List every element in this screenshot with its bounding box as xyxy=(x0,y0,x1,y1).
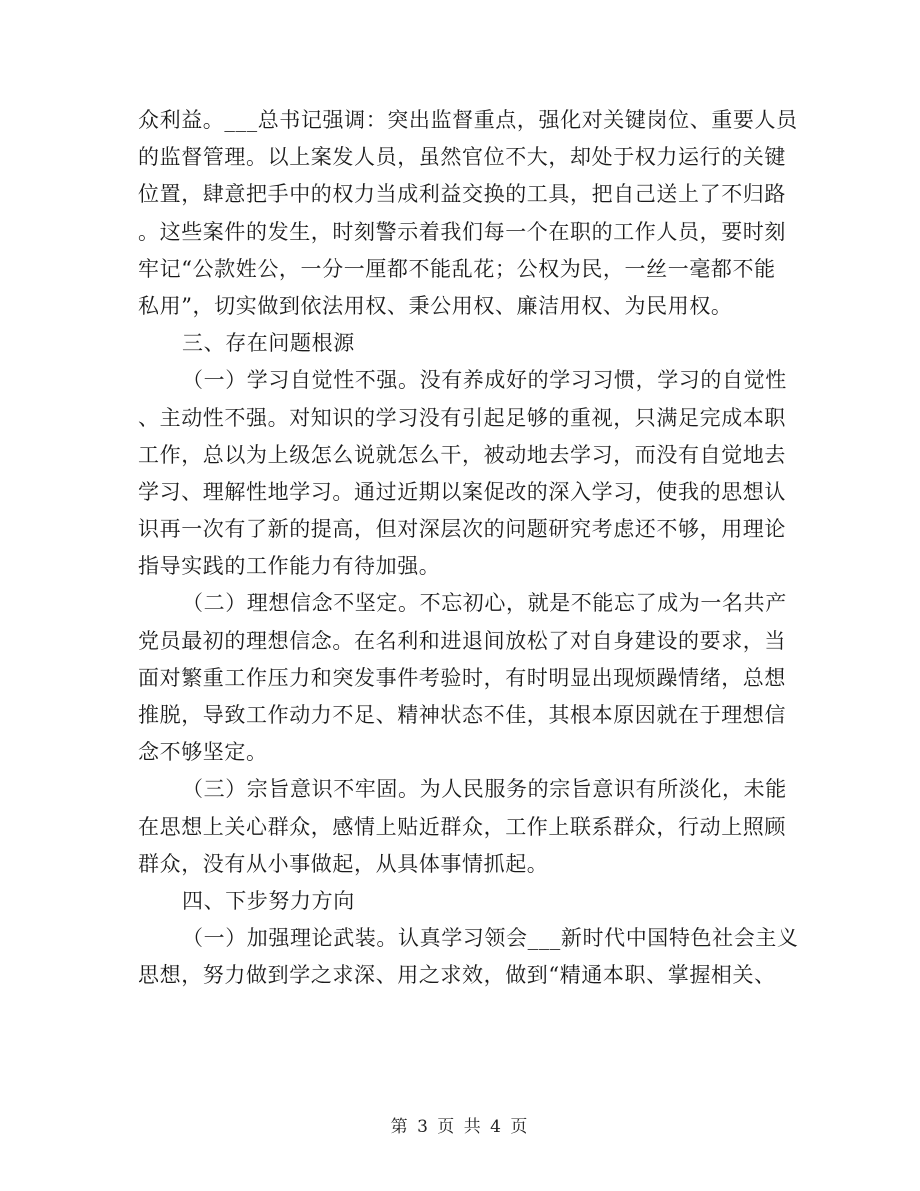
body-line: 位置，肆意把手中的权力当成利益交换的工具，把自己送上了不归路 xyxy=(138,182,786,207)
body-line: 面对繁重工作压力和突发事件考验时，有时明显出现烦躁情绪，总想 xyxy=(138,665,786,690)
body-line: 学习、理解性地学习。通过近期以案促改的深入学习，使我的思想认 xyxy=(138,479,786,504)
body-line: 工作，总以为上级怎么说就怎么干，被动地去学习，而没有自觉地去 xyxy=(138,442,786,467)
section-heading-3: 三、存在问题根源 xyxy=(182,331,355,356)
body-line: 念不够坚定。 xyxy=(138,740,268,765)
paragraph-start-line: （三）宗旨意识不牢固。为人民服务的宗旨意识有所淡化，未能 xyxy=(182,777,787,802)
body-line: 思想，努力做到学之求深、用之求效，做到“精通本职、掌握相关、 xyxy=(138,963,776,988)
body-line: 牢记“公款姓公，一分一厘都不能乱花；公权为民，一丝一毫都不能 xyxy=(138,256,776,281)
body-line: 私用”，切实做到依法用权、秉公用权、廉洁用权、为民用权。 xyxy=(138,293,733,318)
body-line: 推脱，导致工作动力不足、精神状态不佳，其根本原因就在于理想信 xyxy=(138,703,786,727)
paragraph-start-line: （二）理想信念不坚定。不忘初心，就是不能忘了成为一名共产 xyxy=(182,591,787,616)
body-line: 。这些案件的发生，时刻警示着我们每一个在职的工作人员，要时刻 xyxy=(138,219,786,244)
body-line: 党员最初的理想信念。在名利和进退间放松了对自身建设的要求，当 xyxy=(138,628,786,653)
body-line: 识再一次有了新的提高，但对深层次的问题研究考虑还不够，用理论 xyxy=(138,517,786,542)
body-line: 、主动性不强。对知识的学习没有引起足够的重视，只满足完成本职 xyxy=(138,405,786,430)
body-line: 在思想上关心群众，感情上贴近群众，工作上联系群众，行动上照顾 xyxy=(138,814,786,839)
document-body xyxy=(138,102,798,995)
page-number-footer: 第 3 页 共 4 页 xyxy=(390,1117,530,1137)
paragraph-start-line: （一）学习自觉性不强。没有养成好的学习习惯，学习的自觉性 xyxy=(182,368,787,393)
body-line: 众利益。___总书记强调：突出监督重点，强化对关键岗位、重要人员 xyxy=(138,108,798,132)
body-line: 指导实践的工作能力有待加强。 xyxy=(138,554,441,579)
paragraph-start-line: （一）加强理论武装。认真学习领会___新时代中国特色社会主义 xyxy=(182,926,799,951)
body-line: 的监督管理。以上案发人员，虽然官位不大，却处于权力运行的关键 xyxy=(138,145,786,170)
section-heading-4: 四、下步努力方向 xyxy=(182,888,355,913)
body-line: 群众，没有从小事做起，从具体事情抓起。 xyxy=(138,851,549,876)
